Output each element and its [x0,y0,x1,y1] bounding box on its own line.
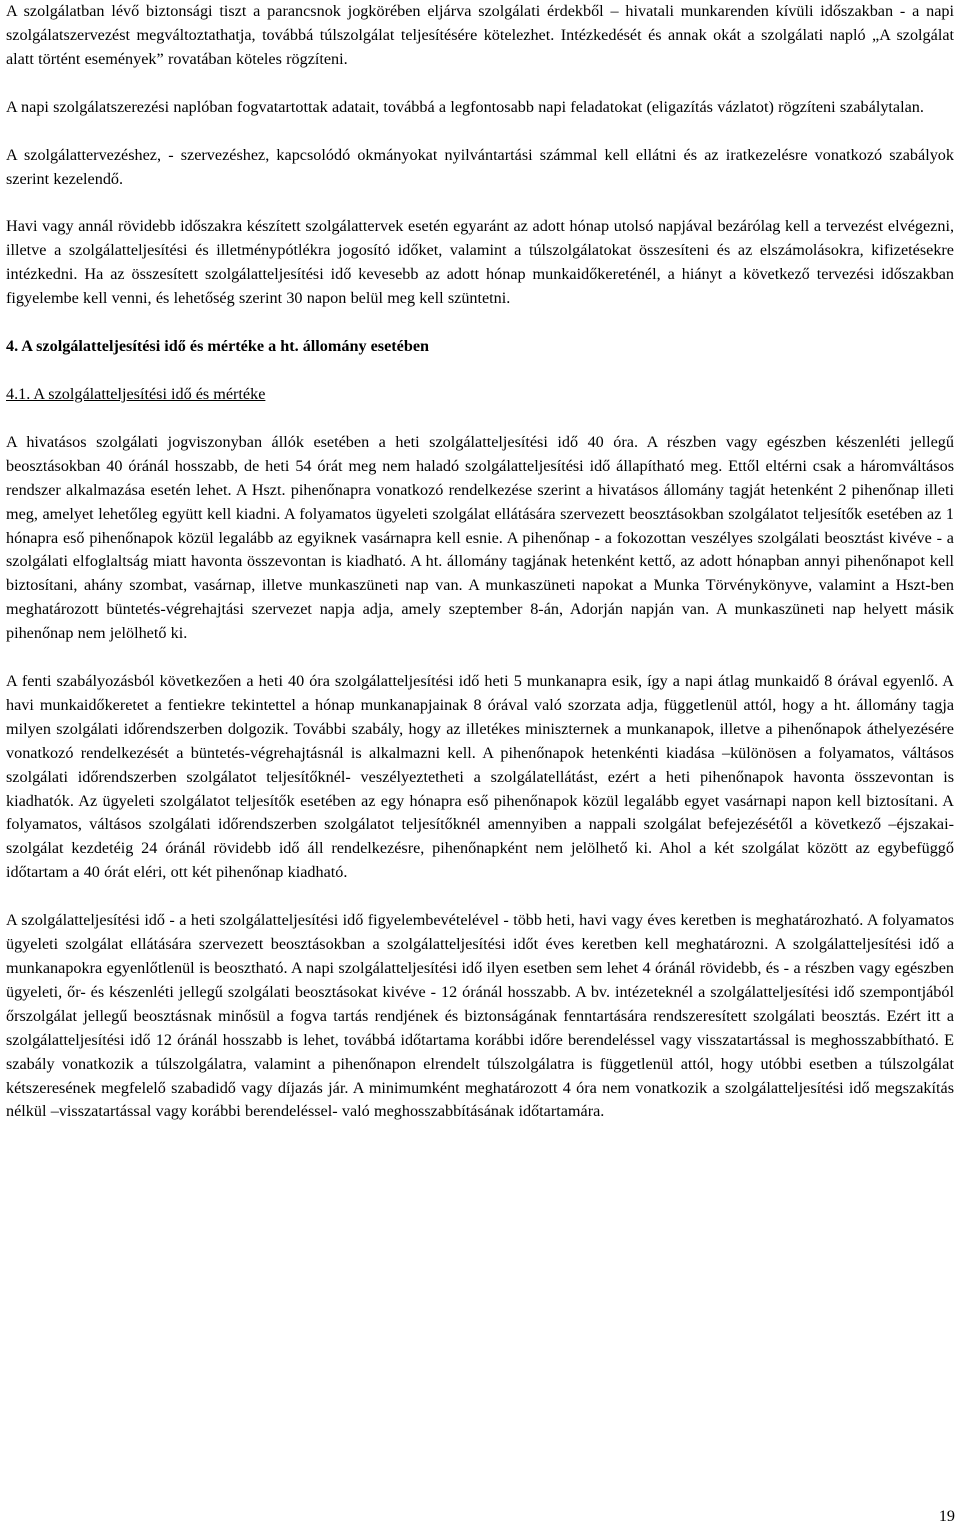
spacer [6,191,954,215]
spacer [6,120,954,144]
paragraph-time-frame: A szolgálatteljesítési idő - a heti szolgálatteljesítési idő figyelembevételével - több heti, havi vagy éves keretben is meghatározható. A folyamatos ügyeleti szolgálat ellátására szervezett beosztásokban a szolgálatteljesítési időt éves keretben kell meghatározni. A szolgálatteljesítési idő a munkanapokra egyenlőtlenül is beosztható. A napi szolgálatteljesítési idő ilyen esetben sem lehet 4 óránál rövidebb, és - a részben vagy egészben ügyeleti, őr- és készenléti jellegű szolgálati beosztásokat kivéve - 12 óránál hosszabb. A bv. intézeteknél a szolgálatteljesítési idő szempontjából őrszolgálat jellegű beosztásnak minősül a fogva tartás rendjének és biztonságának fenntartására rendszeresített szolgálati beosztás. Ezért itt a szolgálatteljesítési idő 12 óránál hosszabb is lehet, továbbá időtartama korábbi időre berendeléssel vagy visszatartással is meghosszabbítható. E szabály vonatkozik a túlszolgálatra, valamint a pihenőnapon elrendelt túlszolgálatra is függetlenül attól, hogy utóbbi esetben a túlszolgálat kétszeresének megfelelő szabadidő vagy díjazás jár. A minimumként meghatározott 4 óra nem vonatkozik a szolgálatteljesítési idő megszakítás nélkül –visszatartással vagy korábbi berendeléssel- való meghosszabbításának időtartamára. [6,911,954,1121]
paragraph-security-officer: A szolgálatban lévő biztonsági tiszt a parancsnok jogkörében eljárva szolgálati érdekből – hivatali munkarenden kívüli időszakban - a napi szolgálatszervezést megváltoztathatja, továbbá túlszolgálat teljesítésére kötelezhet. Intézkedését és annak okát a szolgálati napló „A szolgálat alatt történt események” rovatában köteles rögzíteni. [6,2,954,68]
spacer [6,885,954,909]
spacer [6,359,954,383]
spacer [6,311,954,335]
spacer [6,407,954,431]
subsection-heading: 4.1. A szolgálatteljesítési idő és mértéke [6,384,266,403]
paragraph-documents: A szolgálattervezéshez, - szervezéshez, kapcsolódó okmányokat nyilvántartási számmal kell ellátni és az iratkezelésre vonatkozó szabályok szerint kezelendő. [6,145,954,188]
paragraph-monthly-planning: Havi vagy annál rövidebb időszakra készített szolgálattervek esetén egyaránt az adott hónap utolsó napjával bezárólag kell a tervezést elvégezni, illetve a szolgálatteljesítési és illetménypótlékra jogosító időket, valamint a túlszolgálatokat összesíteni és az elszámolásokra, kifizetésekre intézkedni. Ha az összesített szolgálatteljesítési idő kevesebb az adott hónap munkaidőkereténél, a hiányt a következő tervezési időszakban figyelembe kell venni, és lehetőség szerint 30 napon belül meg kell szüntetni. [6,217,954,308]
spacer [6,646,954,670]
section-heading: 4. A szolgálatteljesítési idő és mértéke a ht. állomány esetében [6,337,430,356]
spacer [6,72,954,96]
paragraph-service-time: A hivatásos szolgálati jogviszonyban állók esetében a heti szolgálatteljesítési idő 40 óra. A részben vagy egészben készenléti jellegű beosztásokban 40 óránál hosszabb, de heti 54 órát meg nem haladó szolgálatteljesítési idő állapítható meg. Ettől eltérni csak a háromváltásos rendszer alkalmazása esetén lehet. A Hszt. pihenőnapra vonatkozó rendelkezése szerint a hivatásos állomány tagját hetenként 2 pihenőnap illeti meg, amelyet lehetőleg együtt kell kiadni. A folyamatos ügyeleti szolgálat ellátására szervezett beosztásokban szolgálatot teljesítők esetében az 1 hónapra eső pihenőnapok közül legalább az egyiknek vasárnapra kell esnie. A pihenőnap - a fokozottan veszélyes szolgálati beosztást kivéve - a szolgálati elfoglaltság miatt havonta összevontan is kiadható. A ht. állomány tagjának hetenként kettő, az adott hónapban annyi pihenőnapot kell biztosítani, ahány szombat, vasárnap, illetve munkaszüneti nap van. A munkaszüneti napokat a Munka Törvénykönyve, valamint a Hszt-ben meghatározott büntetés-végrehajtási szervezet napja adja, amely szeptember 8-án, Adorján napján van. A munkaszüneti nap helyett másik pihenőnap nem jelölhető ki. [6,432,954,643]
paragraph-daily-log: A napi szolgálatszerezési naplóban fogvatartottak adatait, továbbá a legfontosabb napi feladatokat (eligazítás vázlatot) rögzíteni szabálytalan. [6,97,924,116]
page-number: 19 [938,1507,955,1525]
paragraph-work-hours: A fenti szabályozásból következően a heti 40 óra szolgálatteljesítési idő heti 5 munkanapra esik, így a napi átlag munkaidő 8 órával egyenlő. A havi munkaidőkeretet a fentiekre tekintettel a hónap munkanapjainak 8 órával való szorzata adja, függetlenül attól, hogy a ht. állomány tagja milyen szolgálati időrendszerben dolgozik. További szabály, hogy az illetékes miniszternek a munkanapok, illetve a pihenőnapok áthelyezésére vonatkozó rendelkezését a büntetés-végrehajtásnál is alkalmazni kell. A pihenőnapok hetenkénti kiadása –különösen a folyamatos, váltásos szolgálati időrendszerben szolgálatot teljesítőknél- veszélyeztetheti a szolgálatellátást, ezért a heti pihenőnapok havonta összevontan is kiadhatók. Az ügyeleti szolgálatot teljesítők esetében az egy hónapra eső pihenőnapok közül legalább egyet vasárnapi napon kell biztosítani. A folyamatos, váltásos szolgálati időrendszerben szolgálatot teljesítőknél amennyiben a nappali szolgálat befejezésétől a következő –éjszakai- szolgálat kezdetéig 24 óránál rövidebb idő áll rendelkezésre, pihenőnapként nem jelölhető ki. Ahol a két szolgálat között az egybefüggő időtartam a 40 órát eléri, ott két pihenőnap kiadható. [6,672,954,882]
document-page [6,0,954,1124]
